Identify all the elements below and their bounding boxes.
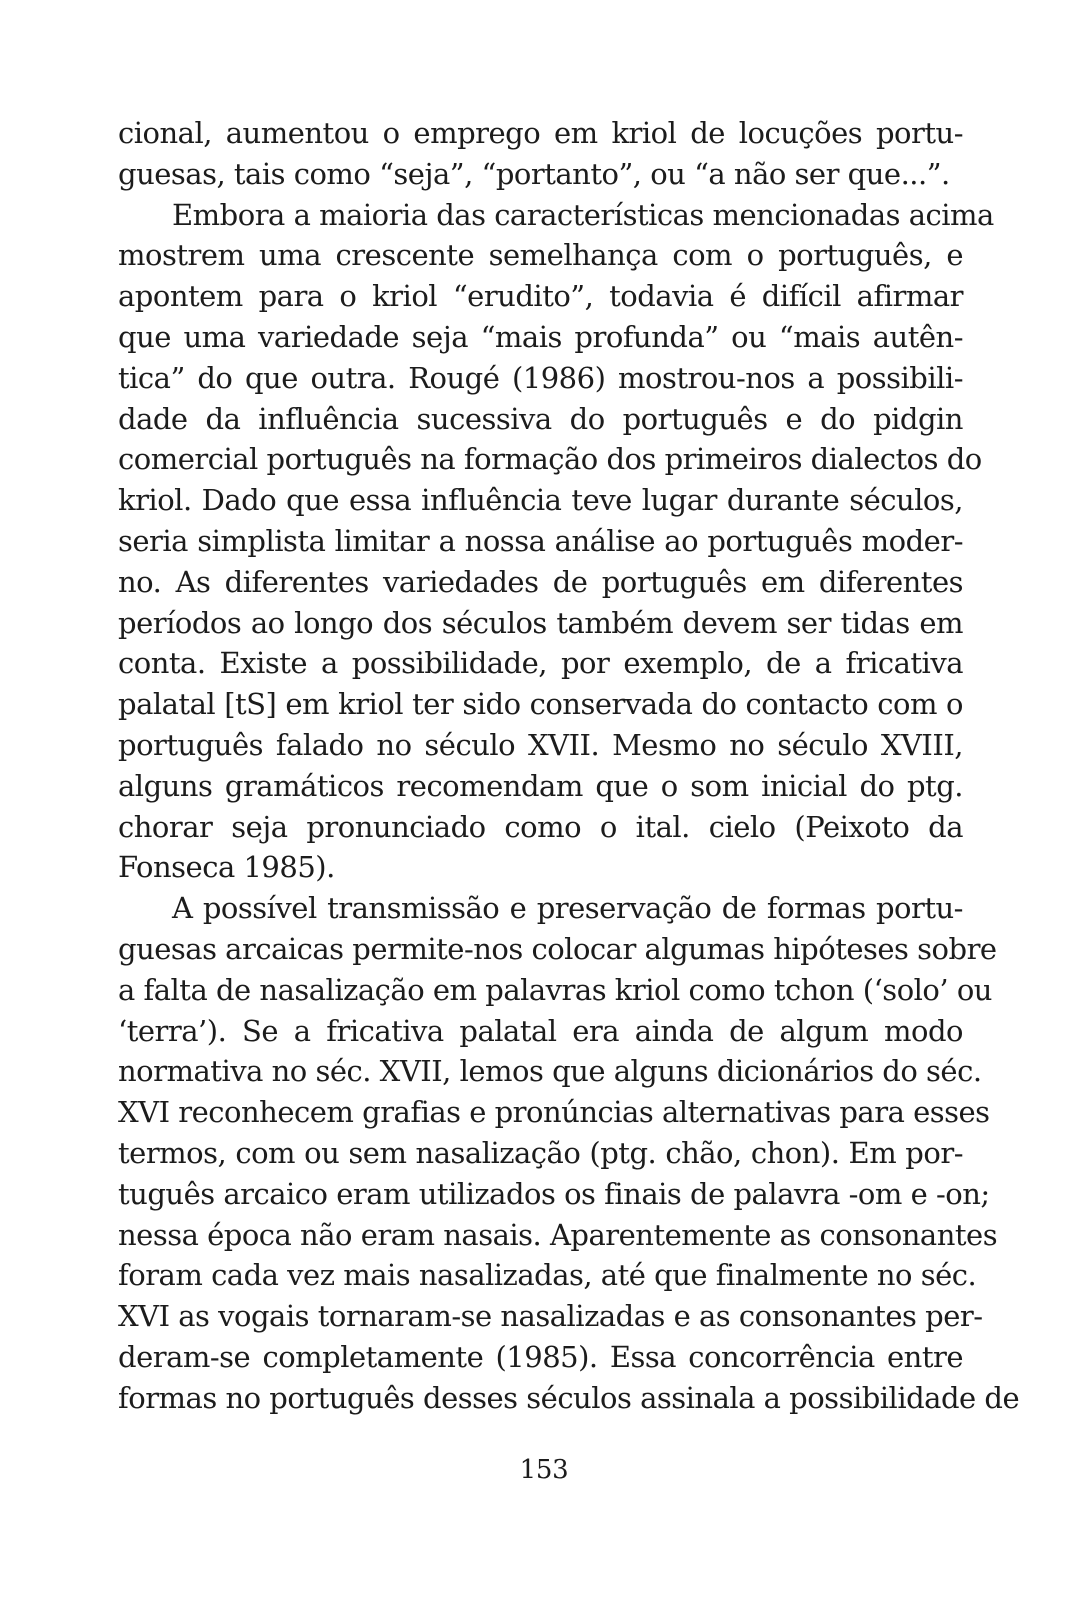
text-line: Embora a maioria das características mencionadas acima	[172, 197, 994, 232]
body-text	[118, 113, 1020, 1419]
text-line: no. As diferentes variedades de português em diferentes	[118, 564, 963, 599]
text-line: XVI as vogais tornaram-se nasalizadas e as consonantes per-	[118, 1299, 983, 1334]
text-line: mostrem uma crescente semelhança com o português, e	[118, 238, 963, 273]
text-line: períodos ao longo dos séculos também devem ser tidas em	[118, 605, 963, 640]
text-line: alguns gramáticos recomendam que o som inicial do ptg.	[118, 768, 963, 803]
text-line: a falta de nasalização em palavras kriol como tchon (‘solo’ ou	[118, 972, 992, 1007]
text-line: foram cada vez mais nasalizadas, até que finalmente no séc.	[118, 1258, 977, 1293]
text-line: conta. Existe a possibilidade, por exemplo, de a fricativa	[118, 646, 963, 681]
text-line: normativa no séc. XVII, lemos que alguns dicionários do séc.	[118, 1054, 982, 1089]
text-line: XVI reconhecem grafias e pronúncias alternativas para esses	[118, 1095, 990, 1130]
text-line: tica” do que outra. Rougé (1986) mostrou-nos a possibili-	[118, 360, 963, 395]
text-line: Fonseca 1985).	[118, 850, 335, 885]
text-line: guesas arcaicas permite-nos colocar algumas hipóteses sobre	[118, 931, 997, 966]
text-line: chorar seja pronunciado como o ital. cielo (Peixoto da	[118, 809, 963, 844]
text-line: português falado no século XVII. Mesmo no século XVIII,	[118, 727, 963, 762]
text-line: dade da influência sucessiva do português e do pidgin	[118, 401, 963, 436]
text-line: deram-se completamente (1985). Essa concorrência entre	[118, 1339, 963, 1374]
text-line: nessa época não eram nasais. Aparentemente as consonantes	[118, 1217, 998, 1252]
text-line: A possível transmissão e preservação de formas portu-	[172, 891, 963, 926]
text-line: cional, aumentou o emprego em kriol de locuções portu-	[118, 116, 963, 150]
text-line: palatal [tS] em kriol ter sido conservada do contacto com o	[118, 687, 963, 722]
text-line: termos, com ou sem nasalização (ptg. chão, chon). Em por-	[118, 1135, 963, 1170]
text-line: comercial português na formação dos primeiros dialectos do	[118, 442, 982, 477]
page-number: 153	[519, 1455, 569, 1485]
text-line: que uma variedade seja “mais profunda” ou “mais autên-	[118, 319, 963, 354]
text-line: apontem para o kriol “erudito”, todavia é difícil afirmar	[118, 279, 963, 314]
text-line: kriol. Dado que essa influência teve lugar durante séculos,	[118, 483, 963, 518]
text-line: ‘terra’). Se a fricativa palatal era ainda de algum modo	[118, 1013, 963, 1048]
text-line: seria simplista limitar a nossa análise ao português moder-	[118, 523, 963, 558]
text-line: guesas, tais como “seja”, “portanto”, ou “a não ser que...”.	[118, 156, 950, 191]
text-line: formas no português desses séculos assinala a possibilidade de	[118, 1380, 1020, 1415]
text-line: tuguês arcaico eram utilizados os finais de palavra -om e -on;	[118, 1176, 990, 1211]
